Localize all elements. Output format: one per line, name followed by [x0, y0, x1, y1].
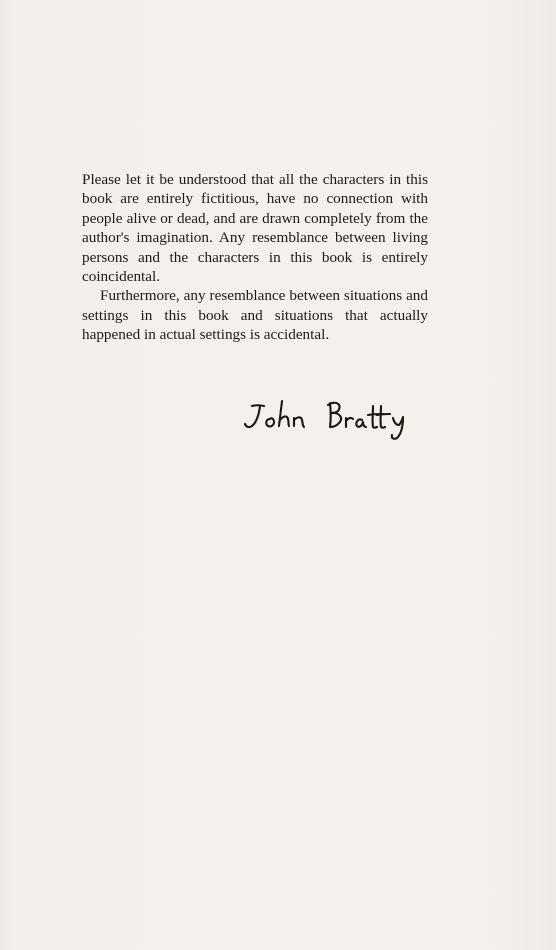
- author-signature: [238, 392, 428, 444]
- disclaimer-paragraph-1: Please let it be understood that all the characters in this book are entirely fictitious, have no connection with people alive or dead, and are drawn completely from the author's imagination. Any resemblance between living persons and the characters in this book is entirely coincidental.: [82, 171, 428, 286]
- signature-drawing: [238, 392, 428, 444]
- disclaimer-paragraph-2: Furthermore, any resemblance between situations and settings in this book and situations that actually happened in actual settings is accidental.: [82, 287, 428, 344]
- disclaimer-text-block: [82, 170, 428, 345]
